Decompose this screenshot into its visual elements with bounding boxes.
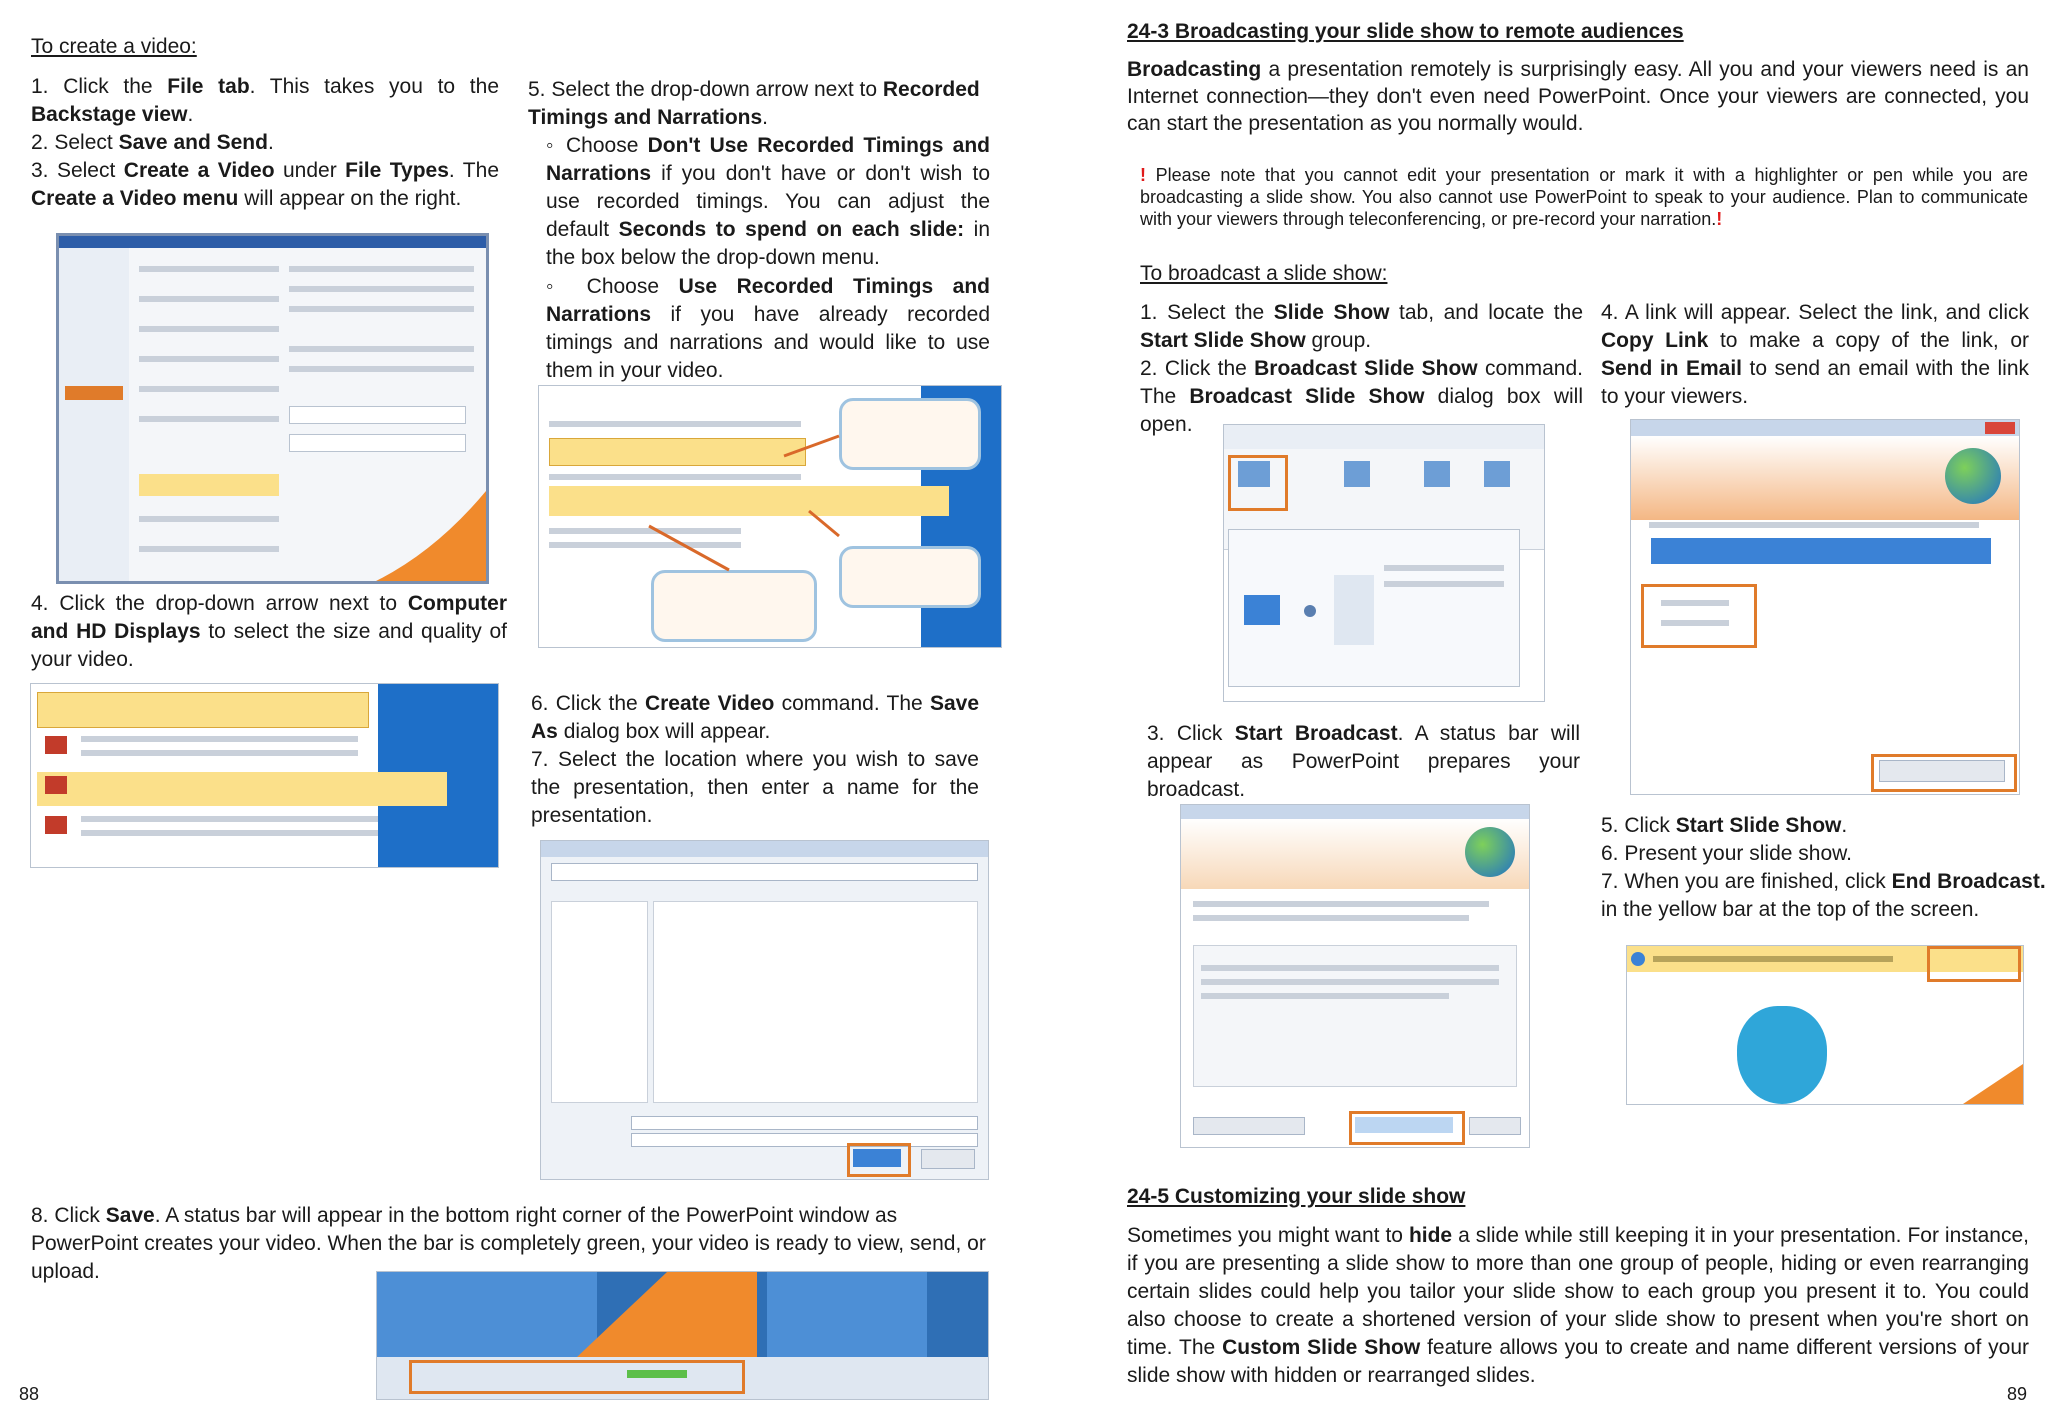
broadcast-step-3: 3. Click Start Broadcast. A status bar will appear as PowerPoint prepares your broadcast. bbox=[1147, 722, 1580, 801]
broadcast-steps-5-7: 5. Click Start Slide Show. 6. Present your slide show. 7. When you are finished, click End Broadcast. in the yellow bar at the top of the screen. bbox=[1601, 814, 2046, 921]
save-as-dialog-screenshot bbox=[540, 840, 989, 1180]
computer-hd-displays-dropdown-screenshot bbox=[30, 683, 499, 868]
customizing-paragraph: Sometimes you might want to hide a slide while still keeping it in your presentation. For instance, if you are presenting a slide show to more than one group of people, hiding or even rearranging certain slides could help you tailor your slide show to each group you present it to. You could also choose to create a shortened version of your slide show to present when you're short on time. The Custom Slide Show feature allows you to create and name different versions of your slide show with hidden or rearranged slides. bbox=[1127, 1224, 2030, 1387]
left-col2-bullet-1: ◦ Choose Don't Use Recorded Timings and Narrations if you don't have or don't wish to use recorded timings. You can adjust the default Seconds to spend on each slide: in the box below the drop-down menu. bbox=[546, 134, 990, 269]
broadcast-steps-1-2: 1. Select the Slide Show tab, and locate the Start Slide Show group. 2. Click the Broadcast Slide Show command. The Broadcast Slide Show dialog box will open. bbox=[1140, 301, 1584, 436]
broadcast-note: ! Please note that you cannot edit your presentation or mark it with a highlighter or pen while you are broadcasting a slide show. You also cannot use PowerPoint to speak to your audience. Plan to communicate with your viewers through teleconferencing, or pre-record your narration.! bbox=[1140, 165, 2028, 229]
recorded-timings-dropdown-screenshot bbox=[538, 385, 1002, 648]
customizing-heading: 24-5 Customizing your slide show bbox=[1127, 1185, 1466, 1208]
left-step-8: 8. Click Save. A status bar will appear in the bottom right corner of the PowerPoint window as PowerPoint creates your video. When the bar is completely green, your video is ready to view, send, or upload. bbox=[31, 1204, 986, 1283]
right-page-number: 89 bbox=[2007, 1384, 2028, 1404]
left-col1-step-4: 4. Click the drop-down arrow next to Computer and HD Displays to select the size and quality of your video. bbox=[31, 592, 507, 671]
broadcast-link-screenshot bbox=[1630, 419, 2020, 795]
broadcast-subheading: To broadcast a slide show: bbox=[1140, 262, 1388, 285]
broadcasting-heading: 24-3 Broadcasting your slide show to remote audiences bbox=[1127, 20, 1684, 43]
end-broadcast-bar-screenshot bbox=[1626, 945, 2024, 1105]
broadcasting-intro: Broadcasting a presentation remotely is surprisingly easy. All you and your viewers need is an Internet connection—they don't even need PowerPoint. Once your viewers are connected, you can start the presentation as you normally would. bbox=[1127, 58, 2029, 135]
left-page-number: 88 bbox=[19, 1384, 40, 1404]
left-page-heading: To create a video: bbox=[31, 35, 197, 58]
left-col2-bullet-2: ◦ Choose Use Recorded Timings and Narrations if you have already recorded timings and narrations and would like to use them in your video. bbox=[546, 275, 990, 382]
slide-show-ribbon-screenshot bbox=[1223, 424, 1545, 702]
status-bar-screenshot bbox=[376, 1271, 989, 1400]
left-col2-step-5: 5. Select the drop-down arrow next to Recorded Timings and Narrations. bbox=[528, 78, 980, 129]
backstage-save-send-screenshot bbox=[56, 233, 489, 584]
left-col2-steps-6-7: 6. Click the Create Video command. The Save As dialog box will appear. 7. Select the location where you wish to save the presentation, then enter a name for the presentation. bbox=[531, 692, 980, 827]
broadcast-dialog-screenshot bbox=[1180, 804, 1530, 1148]
broadcast-step-4: 4. A link will appear. Select the link, and click Copy Link to make a copy of the link, or Send in Email to send an email with the link to your viewers. bbox=[1601, 301, 2030, 408]
left-col1-steps-1-3: 1. Click the File tab. This takes you to the Backstage view. 2. Select Save and Send. 3. Select Create a Video under File Types. The Create a Video menu will appear on the right. bbox=[31, 75, 499, 210]
